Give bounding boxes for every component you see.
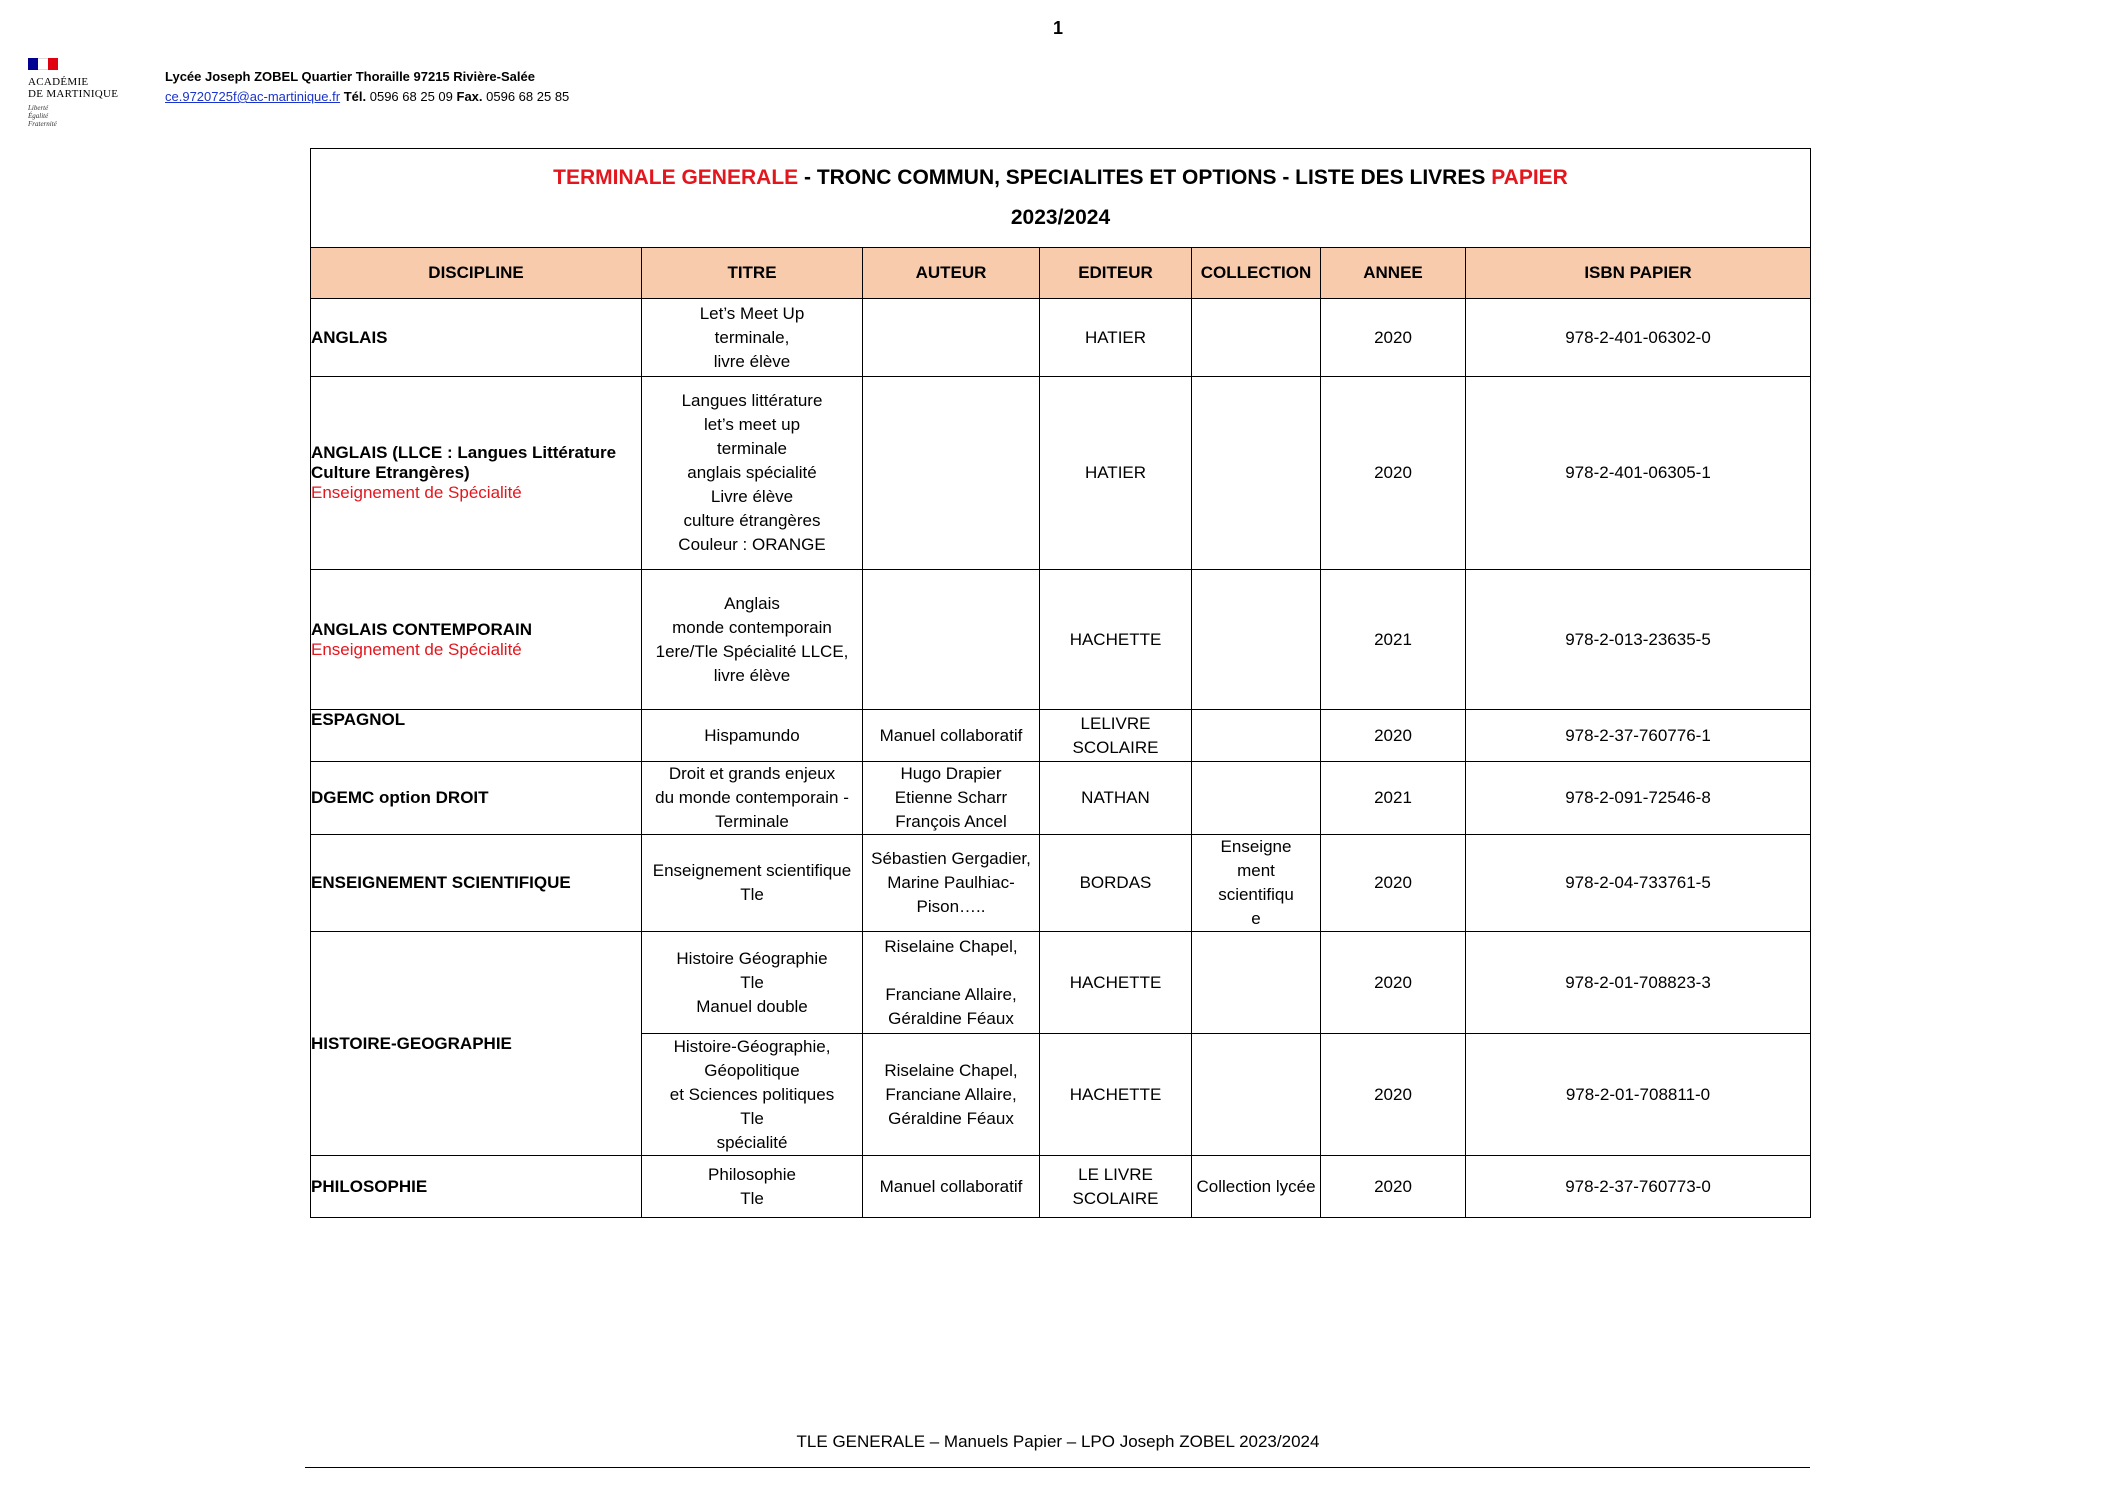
school-header: [165, 67, 569, 107]
footer-rule: [305, 1467, 1810, 1468]
specialty-label: Enseignement de Spécialité: [311, 483, 522, 502]
col-header-editeur: EDITEUR: [1040, 248, 1192, 299]
auteur-cell: Sébastien Gergadier, Marine Paulhiac- Pison…..: [863, 835, 1040, 932]
tel-label: Tél.: [343, 89, 367, 104]
title-part-2: - TRONC COMMUN, SPECIALITES ET OPTIONS - LISTE DES LIVRES: [798, 166, 1492, 189]
annee-cell: 2021: [1321, 762, 1466, 835]
annee-cell: 2020: [1321, 1156, 1466, 1218]
auteur-cell: Hugo Drapier Etienne Scharr François Ancel: [863, 762, 1040, 835]
collection-cell: [1192, 1034, 1321, 1156]
collection-cell: [1192, 299, 1321, 377]
isbn-cell: 978-2-091-72546-8: [1466, 762, 1811, 835]
titre-cell: Anglais monde contemporain 1ere/Tle Spécialité LLCE, livre élève: [642, 570, 863, 710]
discipline-label: PHILOSOPHIE: [311, 1176, 428, 1196]
isbn-cell: 978-2-37-760776-1: [1466, 710, 1811, 762]
title-part-1: TERMINALE GENERALE: [553, 166, 799, 189]
motto-line-2: Égalité: [28, 112, 49, 120]
header-row: [311, 248, 1811, 299]
titre-cell: Enseignement scientifique Tle: [642, 835, 863, 932]
auteur-cell: Manuel collaboratif: [863, 1156, 1040, 1218]
discipline-cell: [311, 710, 642, 762]
table-row: [311, 710, 1811, 762]
isbn-cell: 978-2-401-06302-0: [1466, 299, 1811, 377]
isbn-cell: 978-2-04-733761-5: [1466, 835, 1811, 932]
auteur-cell: Manuel collaboratif: [863, 710, 1040, 762]
motto-line-3: Fraternité: [28, 120, 57, 128]
editeur-cell: HATIER: [1040, 299, 1192, 377]
motto-line-1: Liberté: [28, 104, 49, 112]
discipline-label: DGEMC option DROIT: [311, 788, 489, 807]
table-row: [311, 835, 1811, 932]
auteur-cell: [863, 377, 1040, 570]
collection-cell: [1192, 710, 1321, 762]
col-header-discipline: DISCIPLINE: [311, 248, 642, 299]
discipline-label: ESPAGNOL: [311, 710, 406, 729]
discipline-label: ENSEIGNEMENT SCIENTIFIQUE: [311, 873, 571, 892]
logo-line-1: ACADÉMIE: [28, 76, 89, 88]
page-number: 1: [1052, 18, 1063, 38]
editeur-cell: HATIER: [1040, 377, 1192, 570]
discipline-cell: [311, 835, 642, 932]
title-year: 2023/2024: [1010, 206, 1111, 229]
titre-cell: Langues littérature let’s meet up terminale anglais spécialité Livre élève culture étrangères Couleur : ORANGE: [642, 377, 863, 570]
discipline-cell: [311, 377, 642, 570]
collection-cell: [1192, 570, 1321, 710]
annee-cell: 2020: [1321, 377, 1466, 570]
annee-cell: 2020: [1321, 835, 1466, 932]
discipline-label: ANGLAIS CONTEMPORAIN: [311, 619, 532, 639]
collection-cell: [1192, 377, 1321, 570]
table-title: [311, 149, 1811, 248]
editeur-cell: NATHAN: [1040, 762, 1192, 835]
titre-cell: Philosophie Tle: [642, 1156, 863, 1218]
table-row: [311, 932, 1811, 1034]
collection-cell: [1192, 762, 1321, 835]
title-part-3: PAPIER: [1491, 166, 1568, 189]
page-footer: TLE GENERALE – Manuels Papier – LPO Joseph ZOBEL 2023/2024: [796, 1432, 1320, 1451]
editeur-cell: BORDAS: [1040, 835, 1192, 932]
col-header-isbn: ISBN PAPIER: [1466, 248, 1811, 299]
school-email-link[interactable]: ce.9720725f@ac-martinique.fr: [165, 89, 341, 104]
auteur-cell: Riselaine Chapel, Franciane Allaire, Géraldine Féaux: [863, 1034, 1040, 1156]
isbn-cell: 978-2-401-06305-1: [1466, 377, 1811, 570]
flag-icon: [28, 58, 58, 70]
annee-cell: 2020: [1321, 1034, 1466, 1156]
collection-cell: Collection lycée: [1192, 1156, 1321, 1218]
col-header-titre: TITRE: [642, 248, 863, 299]
table-row: [311, 377, 1811, 570]
isbn-cell: 978-2-01-708811-0: [1466, 1034, 1811, 1156]
editeur-cell: HACHETTE: [1040, 932, 1192, 1034]
fax-label: Fax.: [456, 89, 483, 104]
isbn-cell: 978-2-013-23635-5: [1466, 570, 1811, 710]
book-list-table-wrap: [310, 148, 1810, 1218]
annee-cell: 2021: [1321, 570, 1466, 710]
table-row: [311, 762, 1811, 835]
auteur-cell: [863, 299, 1040, 377]
logo-line-2: DE MARTINIQUE: [28, 88, 119, 100]
isbn-cell: 978-2-01-708823-3: [1466, 932, 1811, 1034]
discipline-cell: [311, 1156, 642, 1218]
fax-value: 0596 68 25 85: [486, 89, 570, 104]
collection-cell: Enseigne ment scientifiqu e: [1192, 835, 1321, 932]
annee-cell: 2020: [1321, 299, 1466, 377]
titre-cell: Histoire Géographie Tle Manuel double: [642, 932, 863, 1034]
titre-cell: Let’s Meet Up terminale, livre élève: [642, 299, 863, 377]
titre-cell: Droit et grands enjeux du monde contemporain - Terminale: [642, 762, 863, 835]
discipline-label: ANGLAIS (LLCE : Langues Littérature Culture Etrangères): [311, 443, 617, 482]
titre-cell: Hispamundo: [642, 710, 863, 762]
school-address: Lycée Joseph ZOBEL Quartier Thoraille 97215 Rivière-Salée: [165, 69, 535, 84]
editeur-cell: LELIVRE SCOLAIRE: [1040, 710, 1192, 762]
specialty-label: Enseignement de Spécialité: [311, 639, 522, 659]
table-row: [311, 570, 1811, 710]
auteur-cell: [863, 570, 1040, 710]
discipline-cell: [311, 570, 642, 710]
editeur-cell: HACHETTE: [1040, 1034, 1192, 1156]
titre-cell: Histoire-Géographie, Géopolitique et Sciences politiques Tle spécialité: [642, 1034, 863, 1156]
col-header-annee: ANNEE: [1321, 248, 1466, 299]
annee-cell: 2020: [1321, 710, 1466, 762]
discipline-cell: [311, 932, 642, 1156]
discipline-label: HISTOIRE-GEOGRAPHIE: [311, 1033, 512, 1053]
editeur-cell: LE LIVRE SCOLAIRE: [1040, 1156, 1192, 1218]
editeur-cell: HACHETTE: [1040, 570, 1192, 710]
annee-cell: 2020: [1321, 932, 1466, 1034]
book-list-table: [310, 148, 1811, 1218]
col-header-auteur: AUTEUR: [863, 248, 1040, 299]
collection-cell: [1192, 932, 1321, 1034]
discipline-cell: [311, 299, 642, 377]
auteur-cell: Riselaine Chapel, Franciane Allaire, Géraldine Féaux: [863, 932, 1040, 1034]
discipline-label: ANGLAIS: [311, 327, 388, 347]
col-header-collection: COLLECTION: [1192, 248, 1321, 299]
table-row: [311, 1156, 1811, 1218]
discipline-cell: [311, 762, 642, 835]
tel-value: 0596 68 25 09: [369, 89, 453, 104]
academy-logo: [28, 58, 146, 140]
isbn-cell: 978-2-37-760773-0: [1466, 1156, 1811, 1218]
table-row: [311, 299, 1811, 377]
